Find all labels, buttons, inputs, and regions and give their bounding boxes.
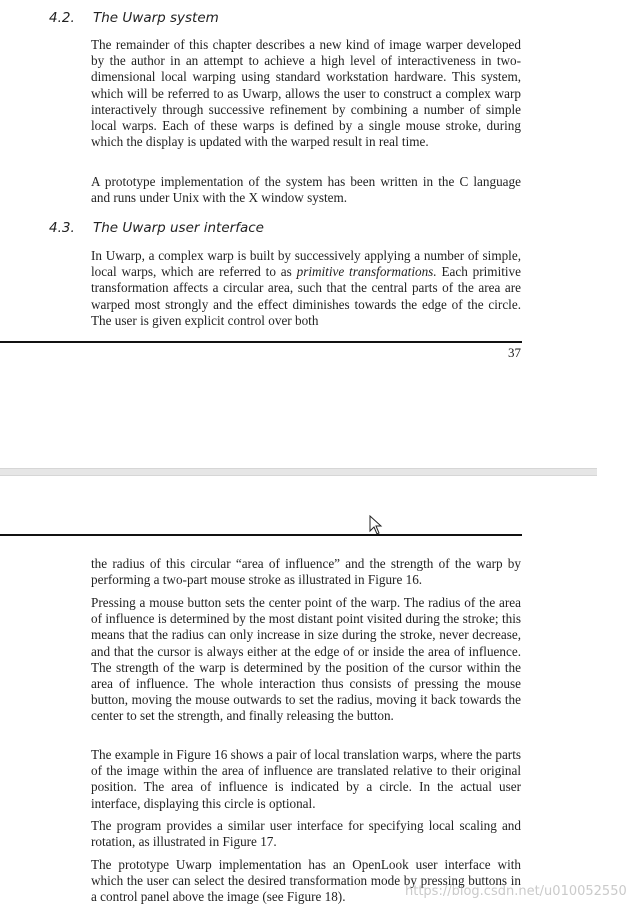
section-number: 4.3.: [49, 220, 75, 236]
paragraph: [91, 248, 521, 329]
paragraph: Pressing a mouse button sets the center point of the warp. The radius of the area of influence is determined by the most distant point visited during the stroke; this means that the radius can only increase in size during the stroke, never decrease, and that the cursor is always either at the edge of or inside the area of influence. The strength of the warp is determined by the position of the cursor within the area of influence. The whole interaction thus consists of pressing the mouse button, moving the mouse outwards to set the radius, moving it back towards the center to set the strength, and finally releasing the button.: [91, 595, 521, 724]
paragraph-text: Each primitive transformation affects a circular area, such that the central parts of the area are warped most strongly and the effect diminishes towards the edge of the circle. The user is given explicit control over both: [91, 264, 522, 328]
paragraph: The program provides a similar user interface for specifying local scaling and rotation, as illustrated in Figure 17.: [91, 818, 521, 850]
document-page-37: [0, 0, 597, 468]
page-separator: [0, 468, 597, 476]
paragraph: The example in Figure 16 shows a pair of local translation warps, where the parts of the image within the area of influence are translated relative to their original position. The area of influence is indicated by a circle. In the actual user interface, displaying this circle is optional.: [91, 747, 521, 811]
section-heading-4-2: [49, 10, 219, 26]
paragraph: The remainder of this chapter describes a new kind of image warper developed by the author in an attempt to achieve a high level of interactiveness in two-dimensional local warping using standard workstation hardware. This system, which will be referred to as Uwarp, allows the user to construct a complex warp interactively through successive refinement by combining a number of simple local warps. Each of these warps is defined by a single mouse stroke, during which the display is updated with the warped result in real time.: [91, 37, 521, 150]
paragraph: A prototype implementation of the system has been written in the C language and runs under Unix with the X window system.: [91, 174, 521, 206]
page-number: 37: [508, 345, 521, 360]
paragraph: The prototype Uwarp implementation has an OpenLook user interface with which the user can select the desired transformation mode by pressing buttons in a control panel above the image (see Figure 18).: [91, 857, 521, 905]
section-title: The Uwarp system: [93, 10, 219, 26]
watermark: https://blog.csdn.net/u010052550: [405, 884, 627, 899]
emphasized-term: primitive transformations.: [296, 264, 437, 280]
paragraph: the radius of this circular “area of influence” and the strength of the warp by performing a two-part mouse stroke as illustrated in Figure 16.: [91, 556, 521, 588]
mouse-pointer-icon: [368, 515, 384, 535]
footer-rule: [0, 341, 522, 343]
section-number: 4.2.: [49, 10, 75, 26]
section-title: The Uwarp user interface: [93, 220, 264, 236]
document-page-38: [0, 476, 597, 912]
section-heading-4-3: [49, 220, 264, 236]
header-rule: [0, 534, 522, 536]
paragraph-text: In Uwarp, a complex warp is built by successively applying a number of simple, local warps, which are referred to as: [91, 248, 521, 280]
